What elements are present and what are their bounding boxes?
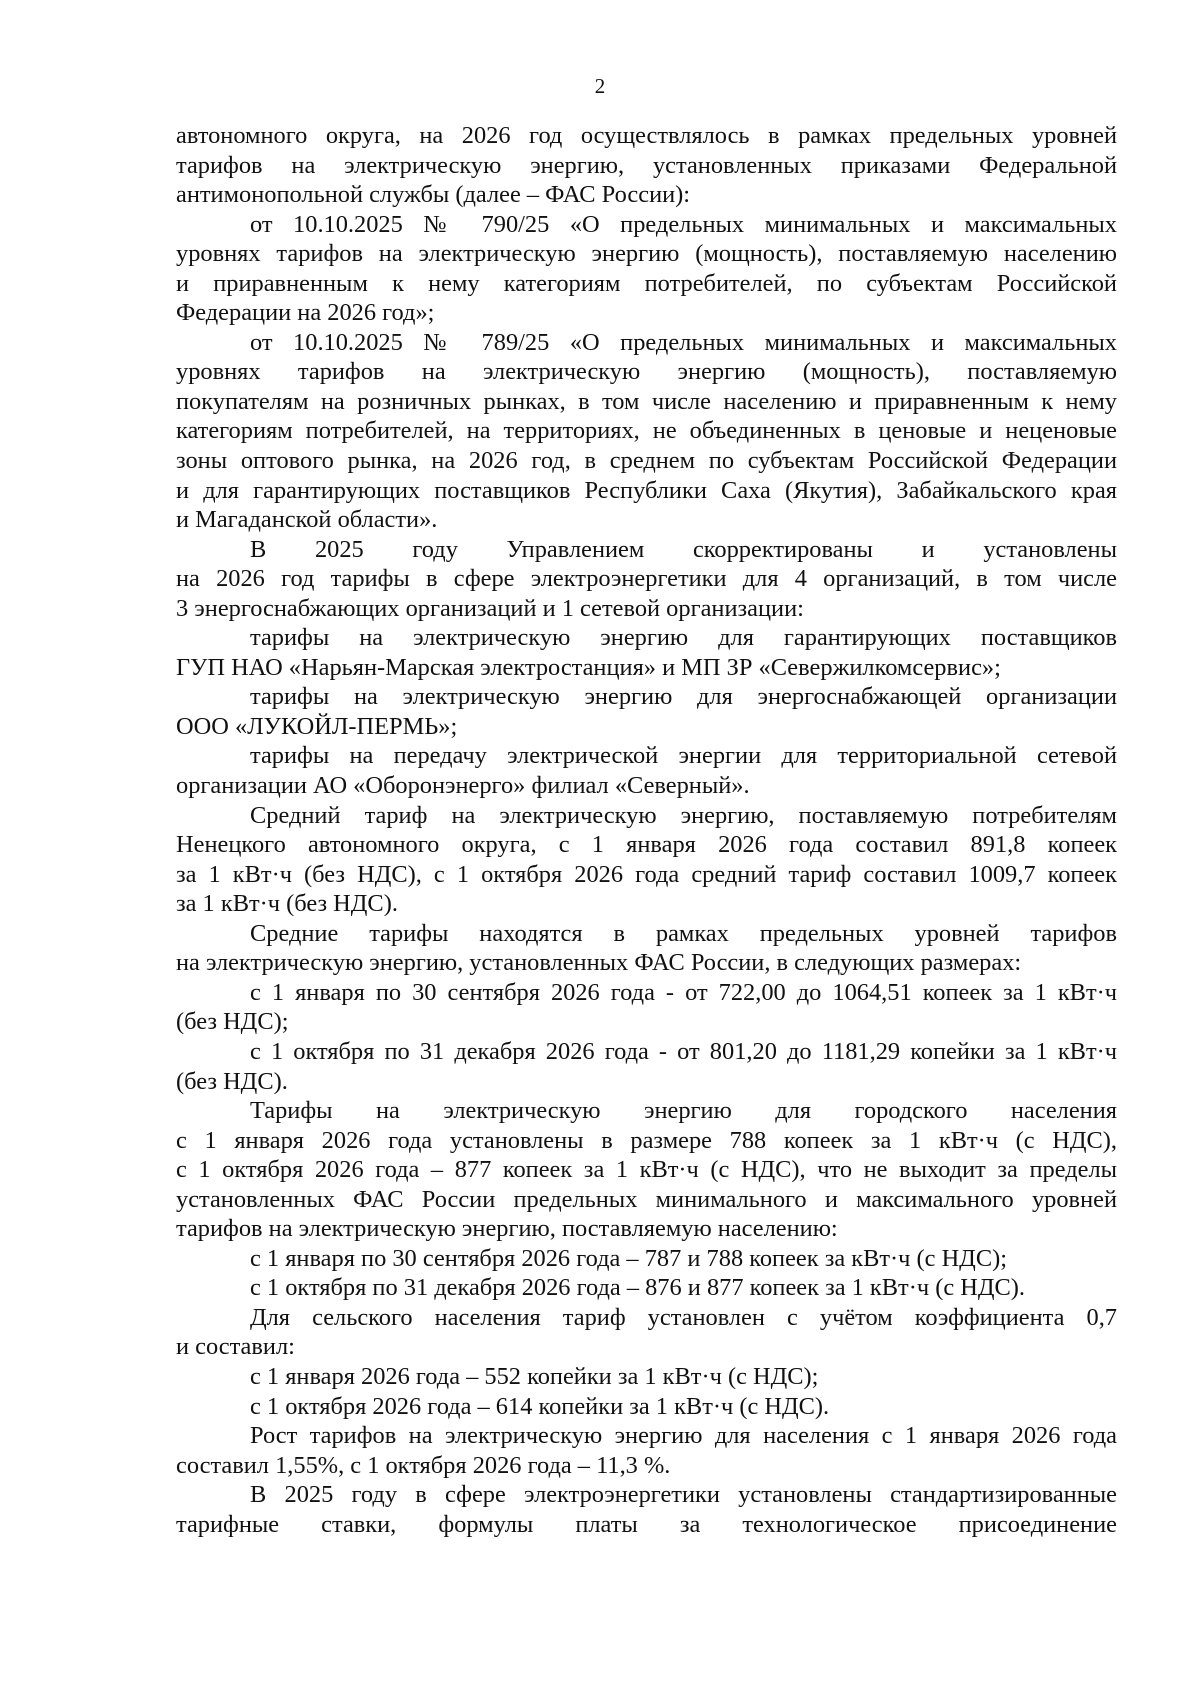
text-line: и для гарантирующих поставщиков Республики Саха (Якутия), Забайкальского края [176,476,1117,504]
text-line: тарифов на электрическую энергию, поставляемую населению: [176,1215,838,1243]
text-line: с 1 октября 2026 года – 877 копеек за 1 кВт·ч (с НДС), что не выходит за пределы [176,1156,1117,1184]
text-line: тарифы на электрическую энергию для гарантирующих поставщиков [250,624,1117,652]
text-line: (без НДС); [176,1008,289,1036]
text-line: за 1 кВт·ч (без НДС). [176,890,398,918]
text-line: с 1 октября по 31 декабря 2026 года - от 801,20 до 1181,29 копейки за 1 кВт·ч [250,1037,1117,1065]
text-line: с 1 января 2026 года – 552 копейки за 1 кВт·ч (с НДС); [250,1362,819,1390]
text-line: и приравненным к нему категориям потребителей, по субъектам Российской [176,269,1117,297]
page-number: 2 [594,74,606,98]
text-line: от 10.10.2025 № 790/25 «О предельных минимальных и максимальных [250,210,1117,238]
text-line: ООО «ЛУКОЙЛ-ПЕРМЬ»; [176,712,458,740]
text-line: Рост тарифов на электрическую энергию для населения с 1 января 2026 года [250,1422,1117,1450]
text-line: зоны оптового рынка, на 2026 год, в среднем по субъектам Российской Федерации [176,447,1117,475]
text-line: тарифы на электрическую энергию для энергоснабжающей организации [250,683,1117,711]
text-line: с 1 января по 30 сентября 2026 года – 787 и 788 копеек за кВт·ч (с НДС); [250,1244,1007,1272]
text-line: 3 энергоснабжающих организаций и 1 сетевой организации: [176,594,804,622]
text-line: и составил: [176,1333,295,1361]
text-line: Средний тариф на электрическую энергию, поставляемую потребителям [250,801,1117,829]
text-line: Тарифы на электрическую энергию для городского населения [250,1097,1117,1125]
text-line: уровнях тарифов на электрическую энергию (мощность), поставляемую населению [176,240,1117,268]
text-line: покупателям на розничных рынках, в том числе населению и приравненным к нему [176,387,1117,415]
text-line: с 1 октября по 31 декабря 2026 года – 876 и 877 копеек за 1 кВт·ч (с НДС). [250,1274,1025,1302]
text-line: установленных ФАС России предельных минимального и максимального уровней [176,1185,1117,1213]
text-line: В 2025 году в сфере электроэнергетики установлены стандартизированные [250,1481,1117,1509]
text-line: с 1 октября 2026 года – 614 копейки за 1 кВт·ч (с НДС). [250,1392,830,1420]
text-line: на 2026 год тарифы в сфере электроэнергетики для 4 организаций, в том числе [176,565,1117,593]
text-line: на электрическую энергию, установленных ФАС России, в следующих размерах: [176,949,1022,977]
text-line: от 10.10.2025 № 789/25 «О предельных минимальных и максимальных [250,328,1117,356]
text-line: (без НДС). [176,1067,288,1095]
text-line: Для сельского населения тариф установлен с учётом коэффициента 0,7 [250,1303,1117,1331]
text-line: Ненецкого автономного округа, с 1 января 2026 года составил 891,8 копеек [176,831,1117,859]
text-line: за 1 кВт·ч (без НДС), с 1 октября 2026 года средний тариф составил 1009,7 копеек [176,860,1117,888]
text-line: антимонопольной службы (далее – ФАС России): [176,181,691,209]
text-line: тарифов на электрическую энергию, установленных приказами Федеральной [176,151,1117,179]
text-line: с 1 января по 30 сентября 2026 года - от 722,00 до 1064,51 копеек за 1 кВт·ч [250,978,1117,1006]
text-line: Средние тарифы находятся в рамках предельных уровней тарифов [250,919,1117,947]
text-line: и Магаданской области». [176,506,438,534]
text-line: Федерации на 2026 год»; [176,299,435,327]
text-line: организации АО «Оборонэнерго» филиал «Северный». [176,772,750,800]
text-line: составил 1,55%, с 1 октября 2026 года – 11,3 %. [176,1451,671,1479]
text-line: с 1 января 2026 года установлены в размере 788 копеек за 1 кВт·ч (с НДС), [176,1126,1117,1154]
text-line: В 2025 году Управлением скорректированы и установлены [250,535,1117,563]
text-line: тарифные ставки, формулы платы за технологическое присоединение [176,1510,1117,1538]
text-line: категориям потребителей, на территориях, не объединенных в ценовые и неценовые [176,417,1117,445]
text-line: ГУП НАО «Нарьян-Марская электростанция» и МП ЗР «Севержилкомсервис»; [176,653,1001,681]
text-line: уровнях тарифов на электрическую энергию (мощность), поставляемую [176,358,1117,386]
document-body [176,121,1117,1539]
text-line: автономного округа, на 2026 год осуществлялось в рамках предельных уровней [176,122,1117,149]
text-line: тарифы на передачу электрической энергии для территориальной сетевой [250,742,1117,770]
